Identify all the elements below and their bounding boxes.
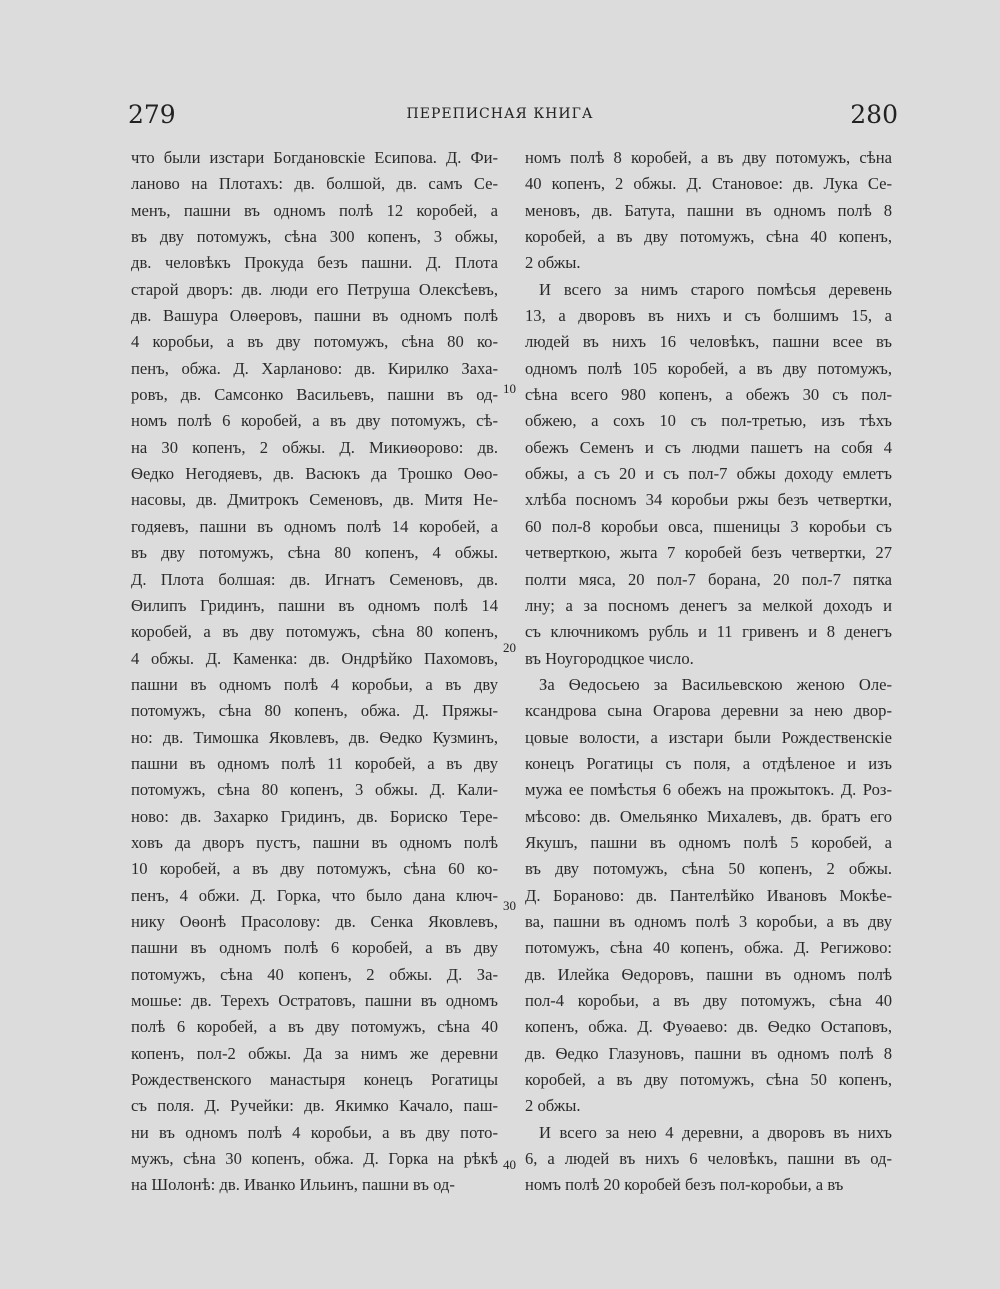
text-line: И всего за нимъ старого помѣсья деревень — [539, 279, 892, 299]
text-line: мошье: дв. Терехъ Остратовъ, пашни въ одномъ — [131, 991, 498, 1010]
text-line: И всего за нею 4 деревни, а дворовъ въ нихъ — [539, 1122, 892, 1142]
line-number-30: 30 — [503, 898, 516, 913]
text-line: мужа ее помѣстья 6 обежъ на прожытокъ. Д. Роз- — [525, 780, 892, 800]
text-line: цовые волости, а изстари были Рождественскіе — [525, 727, 892, 747]
text-line: ховъ да дворъ пустъ, пашни въ одномъ полѣ — [131, 832, 498, 852]
left-page-number: 279 — [128, 100, 176, 129]
text-line: номъ полѣ 20 коробей безъ пол-коробьи, а въ — [525, 1175, 844, 1195]
text-line: насовы, дв. Дмитрокъ Семеновъ, дв. Митя Не- — [131, 490, 498, 510]
text-line: полѣ 6 коробей, а въ дву потомужъ, сѣна 40 — [131, 1017, 498, 1037]
text-line: коробей, а въ дву потомужъ, сѣна 40 копенъ, — [525, 227, 892, 247]
text-line: копенъ, обжа. Д. Фуѳаево: дв. Ѳедко Остаповъ, — [525, 1017, 892, 1037]
text-line: менъ, пашни въ одномъ полѣ 12 коробей, а — [131, 200, 498, 220]
text-line: пенъ, 4 обжи. Д. Горка, что было дана ключ- — [131, 885, 498, 905]
text-line: полти мяса, 20 пол-7 борана, 20 пол-7 пятка — [525, 569, 892, 589]
text-line: копенъ, пол-2 обжы. Да за нимъ же деревни — [131, 1043, 498, 1063]
text-line: обжею, а сохъ 10 съ пол-третью, изъ тѣхъ — [525, 411, 892, 431]
text-line: людей въ нихъ 16 человѣкъ, пашни всее въ — [525, 332, 892, 352]
text-line: Ѳедко Негодяевъ, дв. Васюкъ да Трошко Оѳо- — [131, 464, 498, 484]
text-line: на 30 копенъ, 2 обжы. Д. Микиѳорово: дв. — [131, 437, 498, 457]
text-line: пенъ, обжа. Д. Харланово: дв. Кирилко Заха- — [131, 358, 498, 378]
text-line: одномъ полѣ 105 коробей, а въ дву потомужъ, — [525, 358, 892, 378]
text-line: 10 коробей, а въ дву потомужъ, сѣна 60 ко- — [131, 859, 498, 879]
text-line: пашни въ одномъ полѣ 11 коробей, а въ дву — [131, 753, 498, 773]
left-text-column — [131, 145, 498, 1199]
text-line: Д. Бораново: дв. Пантелѣйко Ивановъ Мокѣе- — [525, 885, 892, 905]
text-line: 4 коробьи, а въ дву потомужъ, сѣна 80 ко- — [131, 332, 498, 352]
text-line: въ Ноугородцкое число. — [525, 648, 694, 668]
text-line: За Ѳедосьею за Васильевскою женою Оле- — [539, 674, 892, 694]
text-line: пол-4 коробьи, а въ дву потомужъ, сѣна 40 — [525, 991, 892, 1010]
text-line: меновъ, дв. Батута, пашни въ одномъ полѣ 8 — [525, 200, 892, 220]
text-line: номъ полѣ 6 коробей, а въ дву потомужъ, сѣ- — [131, 411, 498, 431]
text-line: ни въ одномъ полѣ 4 коробьи, а въ дву пото- — [131, 1122, 498, 1142]
text-line: ровъ, дв. Самсонко Васильевъ, пашни въ од- — [131, 385, 498, 405]
text-line: пашни въ одномъ полѣ 6 коробей, а въ дву — [131, 938, 498, 958]
text-line: обежъ Семенъ и съ людми пашетъ на собя 4 — [525, 437, 892, 457]
text-line: ва, пашни въ одномъ полѣ 3 коробьи, а въ дву — [525, 911, 892, 931]
line-number-10: 10 — [503, 381, 516, 396]
text-line: дв. человѣкъ Прокуда безъ пашни. Д. Плота — [131, 253, 498, 273]
line-number-40: 40 — [503, 1157, 516, 1172]
text-line: мѣсово: дв. Омельянко Михалевъ, дв. братъ его — [525, 806, 892, 826]
text-line: Якушъ, пашни въ одномъ полѣ 5 коробей, а — [525, 832, 892, 852]
text-line: старой дворъ: дв. люди его Петруша Олексѣевъ, — [131, 279, 498, 299]
text-line: на Шолонѣ: дв. Иванко Ильинъ, пашни въ од- — [131, 1175, 455, 1195]
right-text-column — [525, 145, 892, 1199]
text-line: 2 обжы. — [525, 253, 581, 273]
text-line: 2 обжы. — [525, 1096, 581, 1116]
text-line: съ поля. Д. Ручейки: дв. Якимко Качало, паш- — [131, 1096, 498, 1116]
text-line: 6, а людей въ нихъ 6 человѣкъ, пашни въ од- — [525, 1149, 892, 1169]
text-line: Рождественского манастыря конецъ Рогатицы — [131, 1070, 498, 1090]
text-line: 60 пол-8 коробьи овса, пшеницы 3 коробьи съ — [525, 516, 892, 536]
line-number-20: 20 — [503, 640, 516, 655]
text-line: мужъ, сѣна 30 копенъ, обжа. Д. Горка на рѣкѣ — [131, 1149, 498, 1169]
running-title: ПЕРЕПИСНАЯ КНИГА — [406, 106, 594, 122]
text-line: 13, а дворовъ въ нихъ и съ болшимъ 15, а — [525, 306, 892, 326]
text-line: номъ полѣ 8 коробей, а въ дву потомужъ, сѣна — [525, 148, 892, 167]
text-line: ланово на Плотахъ: дв. болшой, дв. самъ Се- — [131, 174, 498, 194]
text-line: потомужъ, сѣна 80 копенъ, обжа. Д. Пряжы- — [131, 701, 498, 721]
text-line: въ дву потомужъ, сѣна 50 копенъ, 2 обжы. — [525, 859, 892, 879]
text-line: сѣна всего 980 копенъ, а обежъ 30 съ пол- — [525, 385, 892, 405]
text-line: дв. Илейка Ѳедоровъ, пашни въ одномъ полѣ — [525, 964, 892, 984]
text-line: 4 обжы. Д. Каменка: дв. Ондрѣйко Пахомовъ, — [131, 648, 498, 668]
text-line: что были изстари Богдановскіе Есипова. Д. Фи- — [131, 148, 498, 167]
text-line: коробей, а въ дву потомужъ, сѣна 50 копенъ, — [525, 1070, 892, 1090]
text-line: конецъ Рогатицы съ поля, а отдѣленое и изъ — [525, 753, 892, 773]
text-line: потомужъ, сѣна 40 копенъ, обжа. Д. Регижово: — [525, 938, 892, 958]
text-line: обжы, а съ 20 и съ пол-7 обжы доходу емлетъ — [525, 464, 892, 484]
text-line: потомужъ, сѣна 40 копенъ, 2 обжы. Д. За- — [131, 964, 498, 984]
text-line: пашни въ одномъ полѣ 4 коробьи, а въ дву — [131, 674, 498, 694]
text-line: Д. Плота болшая: дв. Игнатъ Семеновъ, дв. — [131, 569, 498, 589]
text-line: Ѳилипъ Гридинъ, пашни въ одномъ полѣ 14 — [131, 595, 498, 615]
right-page-number: 280 — [850, 100, 898, 129]
text-line: хлѣба посномъ 34 коробьи ржы безъ четвертки, — [525, 490, 892, 510]
text-line: лну; а за посномъ денегъ за мелкой доходъ и — [525, 595, 892, 615]
text-line: съ ключникомъ рубль и 11 гривенъ и 8 денегъ — [525, 622, 892, 642]
text-line: въ дву потомужъ, сѣна 80 копенъ, 4 обжы. — [131, 543, 498, 563]
text-line: ново: дв. Захарко Гридинъ, дв. Бориско Тере- — [131, 806, 498, 826]
text-line: потомужъ, сѣна 80 копенъ, 3 обжы. Д. Кали- — [131, 780, 498, 800]
text-line: дв. Вашура Олѳеровъ, пашни въ одномъ полѣ — [131, 306, 498, 326]
text-line: но: дв. Тимошка Яковлевъ, дв. Ѳедко Кузминъ, — [131, 727, 498, 747]
text-line: годяевъ, пашни въ одномъ полѣ 14 коробей, а — [131, 516, 498, 536]
text-line: ксандрова сына Огарова деревни за нею двор- — [525, 701, 892, 721]
text-line: четверткою, жыта 7 коробей безъ четвертки, 27 — [525, 543, 892, 563]
text-line: въ дву потомужъ, сѣна 300 копенъ, 3 обжы, — [131, 227, 498, 247]
text-line: коробей, а въ дву потомужъ, сѣна 80 копенъ, — [131, 622, 498, 642]
text-line: нику Оѳонѣ Прасолову: дв. Сенка Яковлевъ, — [131, 911, 498, 931]
text-line: 40 копенъ, 2 обжы. Д. Становое: дв. Лука Се- — [525, 174, 892, 194]
text-line: дв. Ѳедко Глазуновъ, пашни въ одномъ полѣ 8 — [525, 1043, 892, 1063]
